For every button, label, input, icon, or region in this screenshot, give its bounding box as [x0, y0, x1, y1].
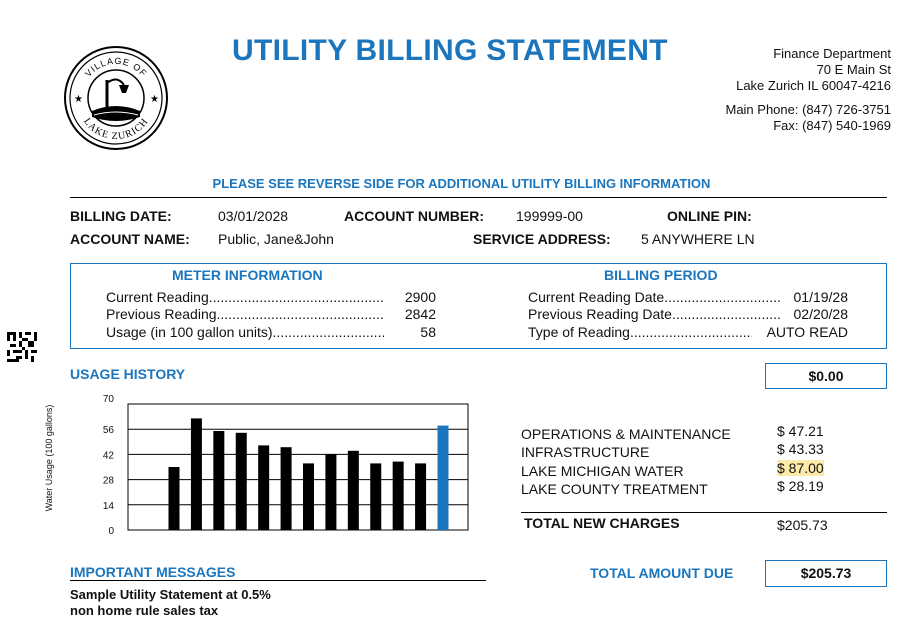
usage-bar	[393, 462, 404, 530]
messages-divider	[70, 580, 486, 581]
total-amount-due-label: TOTAL AMOUNT DUE	[590, 565, 734, 581]
account-name-label: ACCOUNT NAME:	[70, 231, 190, 247]
city-address: Lake Zurich IL 60047-4216	[736, 78, 891, 93]
charge-amount: $ 43.33	[777, 441, 824, 457]
y-tick-label: 0	[108, 526, 114, 537]
meter-row-label: Current Reading	[106, 289, 209, 305]
svg-text:★: ★	[150, 94, 159, 105]
charge-amount: $ 47.21	[777, 423, 824, 439]
account-name-value: Public, Jane&John	[218, 231, 334, 247]
y-tick-label: 42	[102, 450, 114, 462]
message-line: Sample Utility Statement at 0.5%	[70, 587, 271, 602]
billing-period-row-value: 02/20/28	[793, 306, 848, 322]
meter-information-heading: METER INFORMATION	[172, 267, 323, 283]
billing-period-row	[528, 324, 848, 340]
current-usage-bar	[438, 426, 449, 530]
fax-number: Fax: (847) 540-1969	[773, 118, 891, 133]
meter-row	[106, 289, 436, 305]
billing-period-heading: BILLING PERIOD	[604, 267, 718, 283]
usage-bar	[325, 454, 336, 530]
qr-code	[7, 332, 37, 362]
billing-period-row-label: Previous Reading Date	[528, 306, 672, 322]
y-tick-label: 56	[102, 425, 114, 437]
usage-bar	[303, 463, 314, 530]
usage-bar	[348, 451, 359, 530]
billing-period-row-label: Type of Reading	[528, 324, 630, 340]
total-amount-due-box: $205.73	[765, 560, 887, 587]
charge-label: OPERATIONS & MAINTENANCE	[521, 426, 731, 442]
total-divider	[521, 512, 887, 513]
usage-bar	[258, 445, 269, 530]
service-address-label: SERVICE ADDRESS:	[473, 231, 611, 247]
y-tick-label: 14	[102, 500, 114, 512]
meter-row-value: 58	[420, 324, 436, 340]
meter-row-value: 2900	[404, 289, 436, 305]
reverse-side-notice: PLEASE SEE REVERSE SIDE FOR ADDITIONAL UTILITY BILLING INFORMATION	[212, 176, 711, 191]
meter-row	[106, 324, 436, 340]
service-address-value: 5 ANYWHERE LN	[641, 231, 755, 247]
usage-bar	[415, 463, 426, 530]
total-new-charges-value: $205.73	[777, 517, 828, 533]
important-messages-heading: IMPORTANT MESSAGES	[70, 564, 236, 580]
main-phone: Main Phone: (847) 726-3751	[725, 102, 891, 117]
meter-row-value: 2842	[404, 306, 436, 322]
village-seal	[62, 45, 170, 151]
billing-period-row-label: Current Reading Date	[528, 289, 665, 305]
meter-row-label: Previous Reading	[106, 306, 217, 322]
charge-label: INFRASTRUCTURE	[521, 444, 650, 460]
online-pin-label: ONLINE PIN:	[667, 208, 752, 224]
billing-date-value: 03/01/2028	[218, 208, 289, 224]
divider	[70, 197, 887, 198]
usage-bar	[213, 431, 224, 530]
charge-amount-highlighted: $ 87.00	[777, 460, 824, 476]
svg-text:★: ★	[74, 94, 83, 105]
balance-box: $0.00	[765, 363, 887, 389]
charge-amount: $ 28.19	[777, 478, 824, 494]
y-axis-label: Water Usage (100 gallons)	[44, 404, 54, 512]
charge-label: LAKE MICHIGAN WATER	[521, 463, 684, 479]
billing-date-label: BILLING DATE:	[70, 208, 172, 224]
meter-row	[106, 306, 436, 322]
billing-period-row	[528, 306, 848, 322]
billing-period-row-value: AUTO READ	[766, 324, 848, 340]
y-tick-label: 28	[102, 475, 114, 487]
account-number-label: ACCOUNT NUMBER:	[344, 208, 484, 224]
seal-bottom-text: LAKE ZURICH	[81, 116, 151, 143]
usage-bar	[370, 463, 381, 530]
meter-row-label: Usage (in 100 gallon units)	[106, 324, 273, 340]
account-number-value: 199999-00	[516, 208, 583, 224]
svg-text:VILLAGE OF	[83, 56, 149, 79]
total-new-charges-label: TOTAL NEW CHARGES	[524, 515, 680, 531]
usage-bar	[191, 418, 202, 530]
usage-bar	[281, 447, 292, 530]
page-title: UTILITY BILLING STATEMENT	[232, 34, 668, 67]
y-tick-label: 70	[102, 394, 114, 405]
street-address: 70 E Main St	[816, 62, 891, 77]
usage-bar	[236, 433, 247, 530]
billing-period-row-value: 01/19/28	[793, 289, 848, 305]
usage-bar	[169, 467, 180, 530]
usage-history-heading: USAGE HISTORY	[70, 366, 186, 382]
finance-department: Finance Department	[773, 46, 891, 61]
seal-top-text: VILLAGE OF	[82, 55, 150, 79]
billing-period-row	[528, 289, 848, 305]
message-line: non home rule sales tax	[70, 603, 219, 618]
charge-label: LAKE COUNTY TREATMENT	[521, 481, 708, 497]
usage-chart	[40, 388, 480, 538]
